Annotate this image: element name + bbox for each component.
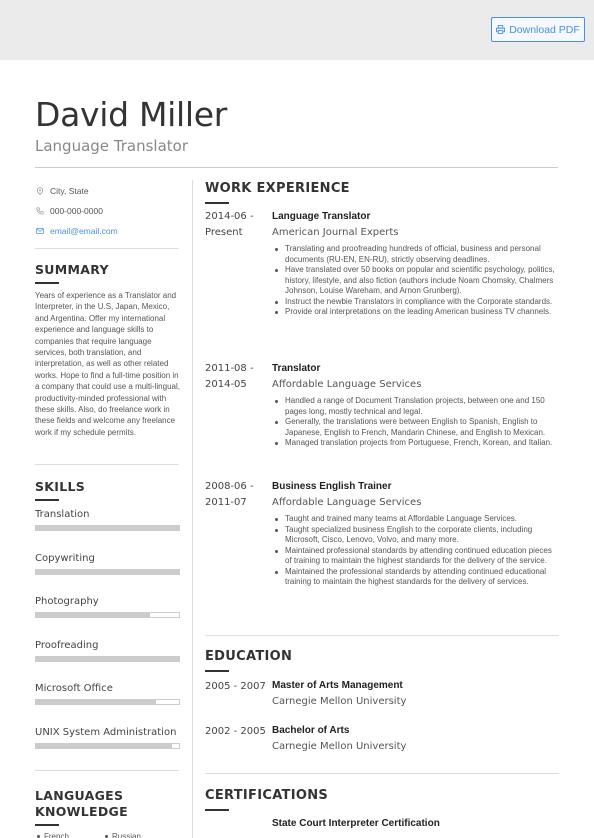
certifications-underline bbox=[205, 809, 229, 811]
languages-heading-line1: LANGUAGES bbox=[35, 788, 124, 803]
education-date: 2002 - 2005 bbox=[205, 726, 266, 737]
job-bullet: Managed translation projects from Portuguese, French, Korean, and Italian. bbox=[272, 438, 560, 449]
skill-bar bbox=[35, 743, 180, 749]
education-degree: Bachelor of Arts bbox=[272, 725, 350, 736]
languages-heading-line2: KNOWLEDGE bbox=[35, 804, 128, 819]
skill-label: Photography bbox=[35, 596, 99, 607]
contact-divider bbox=[35, 248, 179, 249]
skill-label: Microsoft Office bbox=[35, 683, 113, 694]
job-title: Language Translator bbox=[35, 137, 189, 155]
phone-text: 000-000-0000 bbox=[50, 206, 103, 216]
download-pdf-label: Download PDF bbox=[509, 23, 580, 36]
job-company: Affordable Language Services bbox=[272, 379, 422, 390]
skill-bar-fill bbox=[36, 657, 179, 661]
certification-name: State Court Interpreter Certification bbox=[272, 818, 440, 829]
person-name: David Miller bbox=[35, 95, 228, 134]
skill-bar-fill bbox=[36, 526, 179, 530]
work-heading: WORK EXPERIENCE bbox=[205, 181, 350, 196]
summary-heading: SUMMARY bbox=[35, 262, 109, 277]
skill-bar bbox=[35, 699, 180, 705]
job-date-end: 2014-05 bbox=[205, 378, 247, 390]
printer-icon bbox=[496, 25, 505, 34]
education-divider bbox=[205, 773, 559, 774]
job-date-end: Present bbox=[205, 226, 243, 238]
language-item bbox=[37, 832, 69, 838]
skill-bar bbox=[35, 612, 180, 618]
job-role: Language Translator bbox=[272, 211, 371, 222]
job-date-start: 2014-06 - bbox=[205, 211, 254, 222]
work-underline bbox=[205, 202, 229, 204]
job-bullet: Taught and trained many teams at Affordable Language Services. bbox=[272, 514, 560, 525]
job-bullet: Maintained professional standards by attending continued education pieces of training to maintain the highest standards for the delivery of the service. bbox=[272, 546, 560, 567]
job-bullet: Maintained the professional standards by attending continued educational training to maintain the highest standards for the delivery of services. bbox=[272, 567, 560, 588]
job-date-start: 2011-08 - bbox=[205, 363, 254, 374]
skill-bar-fill bbox=[36, 570, 179, 574]
job-bullet: Translating and proofreading hundreds of official, business and personal documents (RU-EN, EN-RU), strictly observing deadlines. bbox=[272, 244, 560, 265]
certifications-heading: CERTIFICATIONS bbox=[205, 788, 329, 803]
job-role: Business English Trainer bbox=[272, 481, 392, 492]
contact-location bbox=[36, 186, 89, 196]
summary-divider bbox=[35, 464, 179, 465]
skill-bar-fill bbox=[36, 700, 156, 704]
job-bullets bbox=[272, 244, 560, 318]
job-date bbox=[205, 479, 254, 510]
education-school: Carnegie Mellon University bbox=[272, 741, 407, 752]
job-date-end: 2011-07 bbox=[205, 496, 247, 508]
work-divider bbox=[205, 635, 559, 636]
skills-divider bbox=[35, 770, 179, 771]
education-date: 2005 - 2007 bbox=[205, 681, 266, 692]
skill-bar bbox=[35, 525, 180, 531]
contact-email[interactable] bbox=[36, 226, 118, 236]
phone-icon bbox=[36, 207, 44, 215]
job-bullet: Have translated over 50 books on popular and scientific psychology, politics, history, lifestyle, and also fiction (authors include Noam Chomsky, Chalmers Johnson, Louise Wareham, and Arnon Grunberg). bbox=[272, 265, 560, 297]
summary-underline bbox=[35, 282, 59, 284]
job-bullet: Instruct the newbie Translators in compliance with the Corporate standards. bbox=[272, 297, 560, 308]
envelope-icon bbox=[36, 227, 44, 235]
education-school: Carnegie Mellon University bbox=[272, 696, 407, 707]
column-divider bbox=[192, 180, 193, 838]
education-heading: EDUCATION bbox=[205, 649, 293, 664]
skill-bar-fill bbox=[36, 613, 150, 617]
job-bullet: Generally, the translations were between English to Spanish, English to Japanese, English to French, Mandarin Chinese, and English to Mexican. bbox=[272, 417, 560, 438]
skill-label: Translation bbox=[35, 509, 90, 520]
education-underline bbox=[205, 670, 229, 672]
job-date bbox=[205, 209, 254, 240]
job-bullet: Provide oral interpretations on the leading American business TV channels. bbox=[272, 307, 560, 318]
skill-label: Copywriting bbox=[35, 553, 95, 564]
job-date-start: 2008-06 - bbox=[205, 481, 254, 492]
education-degree: Master of Arts Management bbox=[272, 680, 403, 691]
job-bullets bbox=[272, 514, 560, 588]
job-company: Affordable Language Services bbox=[272, 497, 422, 508]
job-date bbox=[205, 361, 254, 392]
location-text: City, State bbox=[50, 186, 89, 196]
job-bullet: Handled a range of Document Translation projects, between one and 150 pages long, mostly technical and legal. bbox=[272, 396, 560, 417]
language-label: Russian bbox=[112, 832, 141, 838]
job-role: Translator bbox=[272, 363, 321, 374]
job-bullets bbox=[272, 396, 560, 449]
job-company: American Journal Experts bbox=[272, 227, 399, 238]
skill-bar bbox=[35, 569, 180, 575]
skill-label: Proofreading bbox=[35, 640, 99, 651]
contact-phone bbox=[36, 206, 103, 216]
skills-heading: SKILLS bbox=[35, 479, 86, 494]
email-link[interactable]: email@email.com bbox=[50, 226, 118, 236]
skill-label: UNIX System Administration bbox=[35, 727, 177, 738]
languages-underline bbox=[35, 824, 59, 826]
download-pdf-button[interactable] bbox=[491, 17, 585, 42]
job-bullet: Taught specialized business English to the corporate clients, including Microsoft, Cisco, Lenovo, Volvo, and many more. bbox=[272, 525, 560, 546]
skills-underline bbox=[35, 499, 59, 501]
summary-text: Years of experience as a Translator and Interpreter, in the U.S, Japan, Mexico, and Argentina. Offer my international experience and language skills to companies that require language services, both translation, and interpretation, as well as other related works. Hope to find a full-time position in a company that could use a multi-lingual, productivity-minded professional with these skills. Also, do freelance work in these fields and welcome any freelance work if my schedule permits. bbox=[35, 291, 180, 437]
language-item bbox=[105, 832, 141, 838]
language-label: French bbox=[44, 832, 69, 838]
skill-bar bbox=[35, 656, 180, 662]
header-divider bbox=[35, 167, 558, 168]
skill-bar-fill bbox=[36, 744, 172, 748]
map-pin-icon bbox=[36, 187, 44, 195]
